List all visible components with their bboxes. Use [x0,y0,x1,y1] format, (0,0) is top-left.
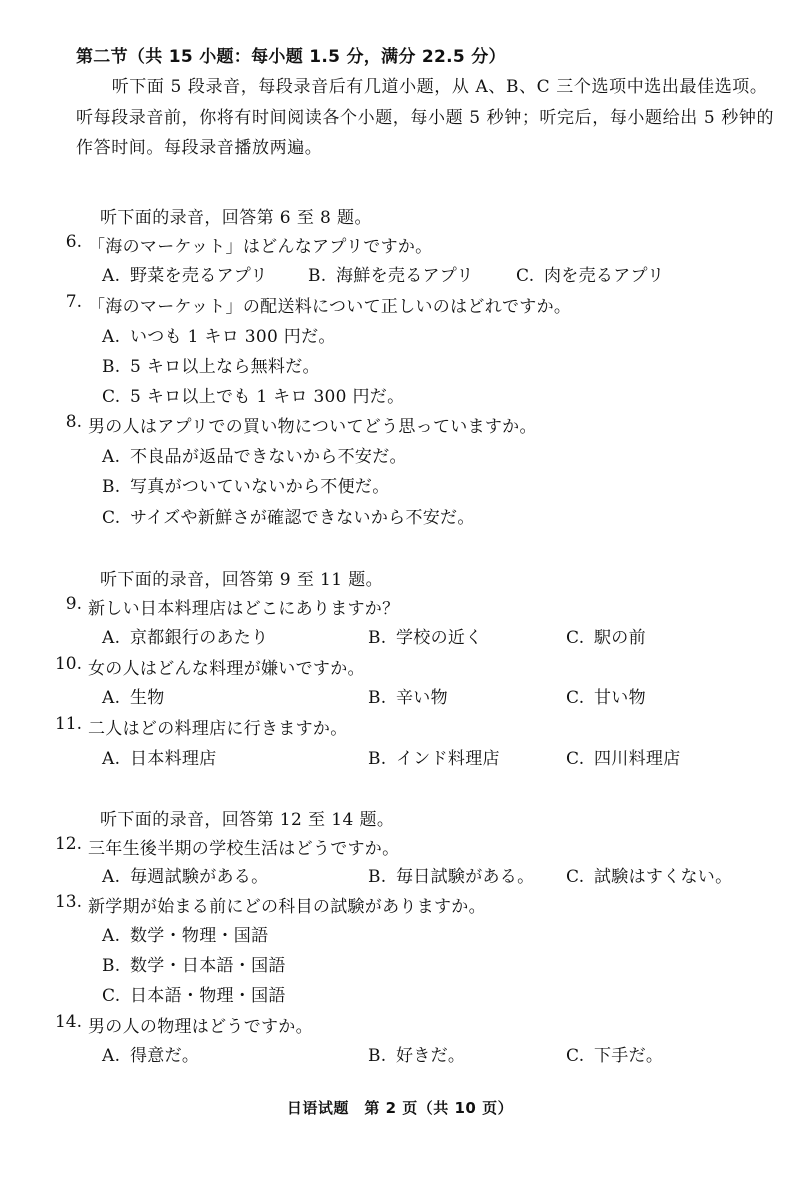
option-b: B. 辛い物 [368,688,448,708]
option-c: C. 肉を売るアプリ [516,266,665,286]
question-14 [0,1012,800,1042]
question-number: 6. [65,232,82,252]
question-6 [0,232,800,262]
option-b: B. 数学・日本語・国語 [102,956,286,976]
question-text: 「海のマーケット」はどんなアプリですか。 [88,237,433,257]
option-a: A. 生物 [102,688,165,708]
option-b: B. インド料理店 [368,749,500,769]
option-c: C. 5 キロ以上でも 1 キロ 300 円だ。 [102,387,405,407]
group-heading: 听下面的录音，回答第 9 至 11 题。 [100,570,384,590]
question-text: 二人はどの料理店に行きますか。 [88,719,348,739]
option-c: C. サイズや新鮮さが確認できないから不安だ。 [102,508,475,528]
question-11 [0,714,800,744]
question-number: 8. [65,412,82,432]
option-b: B. 海鮮を売るアプリ [308,266,474,286]
option-c: C. 甘い物 [566,688,646,708]
question-8 [0,412,800,442]
question-text: 新学期が始まる前にどの科目の試験がありますか。 [88,897,486,917]
group-heading: 听下面的录音，回答第 12 至 14 题。 [100,810,395,830]
question-text: 三年生後半期の学校生活はどうですか。 [88,839,400,859]
group-heading: 听下面的录音，回答第 6 至 8 题。 [100,208,372,228]
question-number: 13. [54,892,82,912]
option-a: A. 得意だ。 [102,1046,200,1066]
question-9 [0,594,800,624]
question-text: 男の人はアプリでの買い物についてどう思っていますか。 [88,417,537,437]
option-b: B. 毎日試験がある。 [368,867,535,887]
question-text: 新しい日本料理店はどこにありますか？ [88,599,400,619]
question-text: 「海のマーケット」の配送料について正しいのはどれですか。 [88,297,572,317]
section-title: 第二节（共 15 小题：每小题 1.5 分，满分 22.5 分） [76,47,506,67]
option-c: C. 駅の前 [566,628,646,648]
question-7 [0,292,800,322]
option-a: A. 毎週試験がある。 [102,867,269,887]
option-b: B. 写真がついていないから不便だ。 [102,477,390,497]
option-a: A. 数学・物理・国語 [102,926,269,946]
option-b: B. 好きだ。 [368,1046,466,1066]
question-number: 14. [54,1012,82,1032]
option-c: C. 日本語・物理・国語 [102,986,286,1006]
section-instructions: 听下面 5 段录音，每段录音后有几道小题，从 A、B、C 三个选项中选出最佳选项。听每段录音前，你将有时间阅读各个小题，每小题 5 秒钟；听完后，每小题给出 5 秒钟的作答时间。每段录音播放两遍。 [76,77,775,158]
option-a: A. 京都銀行のあたり [102,628,269,648]
option-a: A. 不良品が返品できないから不安だ。 [102,447,407,467]
option-c: C. 四川料理店 [566,749,681,769]
page-footer: 日语试题 第 2 页（共 10 页） [286,1099,514,1117]
question-13 [0,892,800,922]
option-c: C. 下手だ。 [566,1046,664,1066]
option-a: A. いつも 1 キロ 300 円だ。 [102,327,336,347]
option-a: A. 野菜を売るアプリ [102,266,268,286]
option-c: C. 試験はすくない。 [566,867,733,887]
question-text: 男の人の物理はどうですか。 [88,1017,313,1037]
question-number: 7. [65,292,82,312]
option-a: A. 日本料理店 [102,749,217,769]
question-number: 9. [65,594,82,614]
option-b: B. 学校の近く [368,628,483,648]
question-number: 10. [54,654,82,674]
question-number: 11. [54,714,82,734]
question-12 [0,834,800,864]
question-number: 12. [54,834,82,854]
option-b: B. 5 キロ以上なら無料だ。 [102,357,320,377]
question-10 [0,654,800,684]
question-text: 女の人はどんな料理が嫌いですか。 [88,659,365,679]
